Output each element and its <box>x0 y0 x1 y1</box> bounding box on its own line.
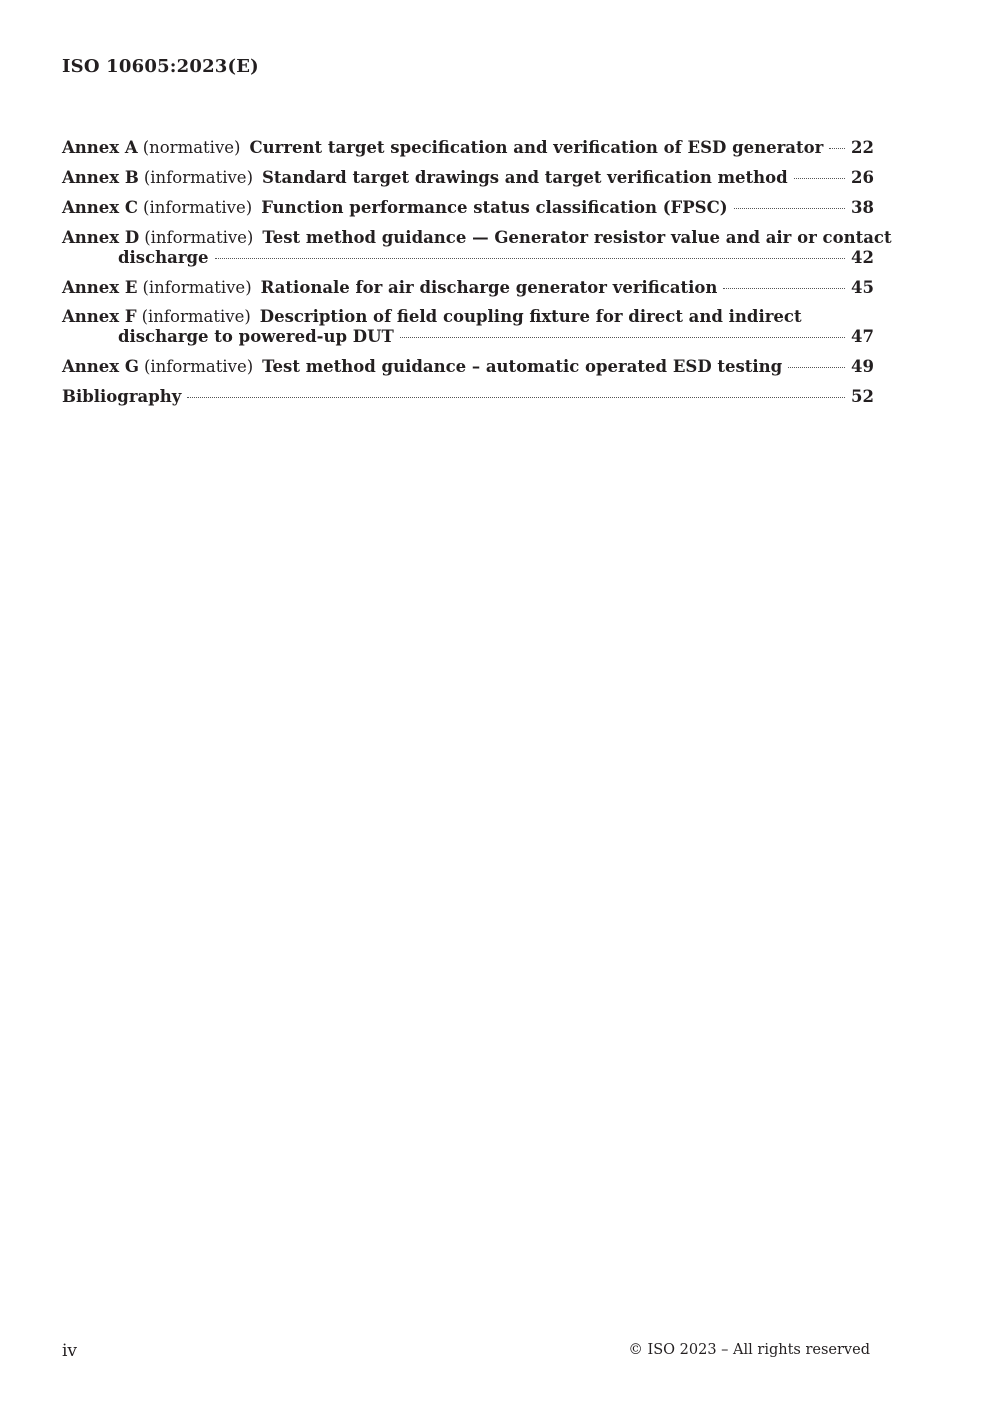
footer-page-number: iv <box>62 1341 78 1361</box>
annex-title: Test method guidance — Generator resistor value and air or contact <box>262 228 892 247</box>
page-number: 45 <box>851 278 874 297</box>
annex-title: Current target specification and verification of ESD generator <box>249 138 824 157</box>
annex-title: Test method guidance – automatic operated ESD testing <box>262 357 783 376</box>
page-number: 38 <box>851 198 874 217</box>
annex-label: Annex D <box>62 228 140 247</box>
annex-kind: (informative) <box>142 278 252 297</box>
annex-title: Standard target drawings and target verification method <box>262 168 788 187</box>
annex-kind: (informative) <box>141 307 251 326</box>
annex-label: Annex C <box>62 198 139 217</box>
dot-leader <box>187 396 845 398</box>
page-number: 47 <box>851 327 874 346</box>
bibliography-label: Bibliography <box>62 387 182 406</box>
annex-kind: (informative) <box>143 198 253 217</box>
toc-entry-annex-f-continued[interactable] <box>62 327 874 351</box>
page-number: 26 <box>851 168 874 187</box>
dot-leader <box>788 366 845 368</box>
annex-title-continued: discharge to powered-up DUT <box>118 327 394 346</box>
annex-title: Function performance status classification (FPSC) <box>261 198 728 217</box>
annex-label: Annex G <box>62 357 139 376</box>
annex-kind: (informative) <box>144 228 254 247</box>
annex-title: Description of field coupling fixture for direct and indirect <box>259 307 802 326</box>
annex-title-continued: discharge <box>118 248 209 267</box>
dot-leader <box>400 336 845 338</box>
page-number: 49 <box>851 357 874 376</box>
document-identifier: ISO 10605:2023(E) <box>62 56 259 77</box>
dot-leader <box>215 257 845 259</box>
annex-kind: (informative) <box>143 168 254 187</box>
page-number: 42 <box>851 248 874 267</box>
dot-leader <box>794 177 845 179</box>
annex-label: Annex F <box>62 307 137 326</box>
dot-leader <box>723 287 845 289</box>
dot-leader <box>734 207 846 209</box>
page-number: 22 <box>851 138 874 157</box>
toc-entry-annex-b[interactable] <box>62 168 874 192</box>
page-number: 52 <box>851 387 874 406</box>
annex-label: Annex E <box>62 278 138 297</box>
toc-entry-annex-a[interactable] <box>62 138 874 162</box>
annex-title: Rationale for air discharge generator verification <box>260 278 718 297</box>
toc-entry-annex-e[interactable] <box>62 278 874 302</box>
footer-copyright: © ISO 2023 – All rights reserved <box>628 1342 870 1358</box>
toc-entry-bibliography[interactable] <box>62 387 874 411</box>
annex-label: Annex B <box>62 168 139 187</box>
dot-leader <box>829 147 845 149</box>
annex-kind: (informative) <box>143 357 254 376</box>
annex-kind: (normative) <box>142 138 241 157</box>
toc-entry-annex-d-continued[interactable] <box>62 248 874 272</box>
toc-entry-annex-c[interactable] <box>62 198 874 222</box>
toc-entry-annex-g[interactable] <box>62 357 874 381</box>
annex-label: Annex A <box>62 138 138 157</box>
